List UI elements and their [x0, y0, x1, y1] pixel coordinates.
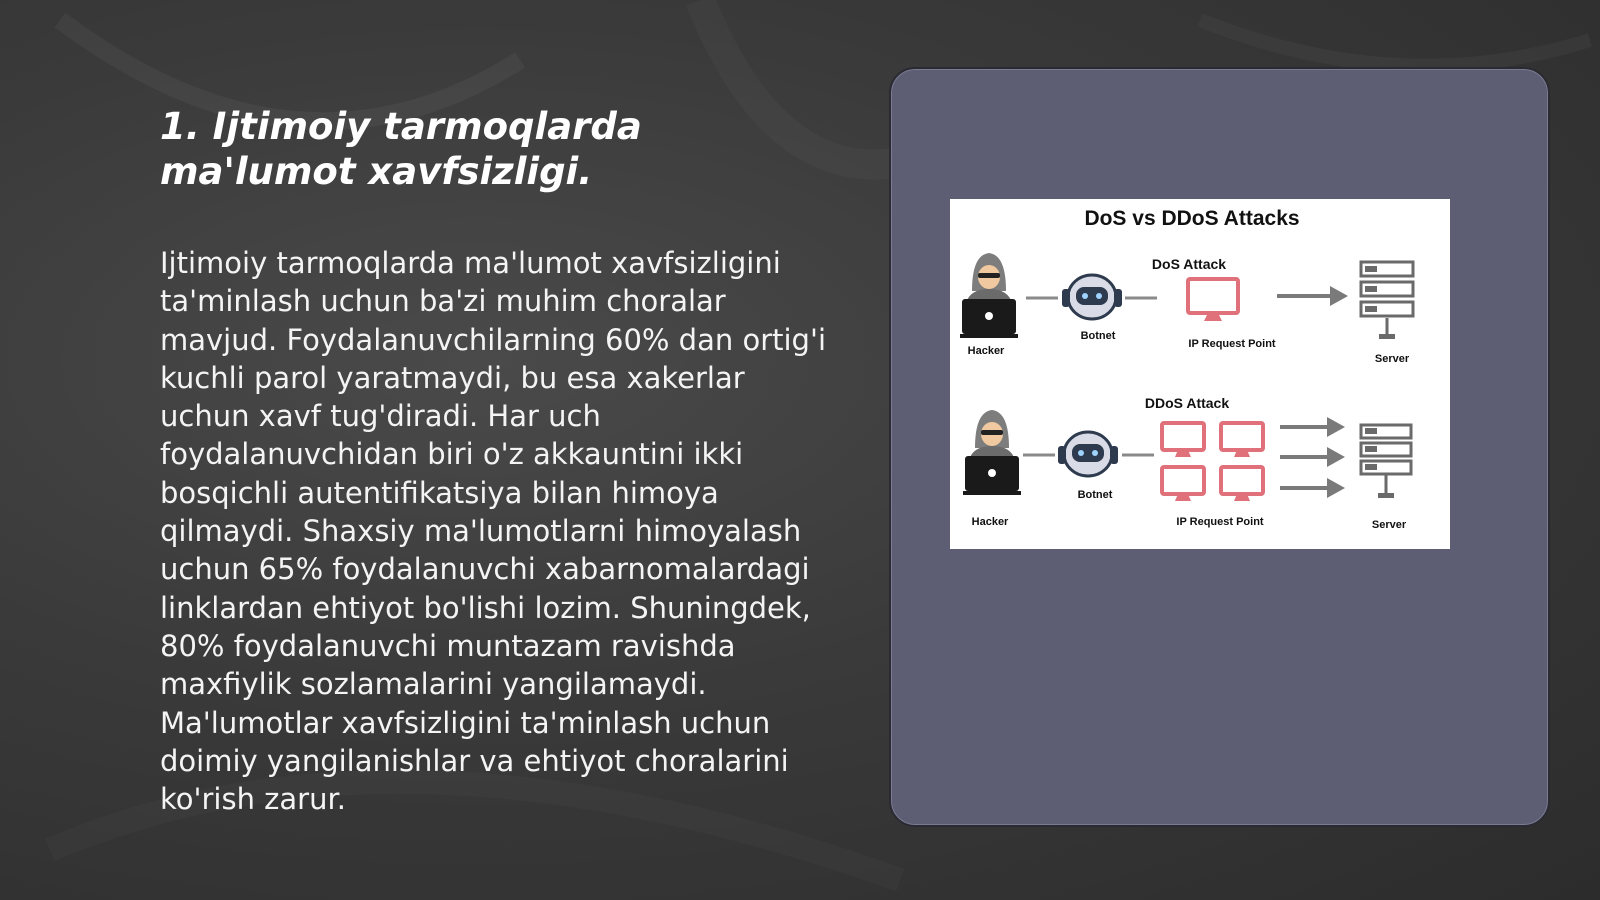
monitor-icon: [1188, 279, 1238, 321]
ddos-botnet-label: Botnet: [1077, 489, 1113, 501]
dos-request-label: IP Request Point: [1188, 338, 1276, 350]
hacker-icon: [960, 253, 1018, 338]
arrow-icon: [1280, 417, 1345, 437]
botnet-icon: [1062, 275, 1122, 319]
ddos-hacker-label: Hacker: [971, 516, 1009, 528]
botnet-icon: [1058, 432, 1118, 476]
dos-hacker-label: Hacker: [967, 345, 1005, 357]
slide-title: 1. Ijtimoiy tarmoqlarda ma'lumot xavfsizligi.: [160, 105, 642, 193]
dos-ddos-diagram: [950, 199, 1450, 549]
ddos-server-label: Server: [1371, 519, 1407, 531]
arrow-icon: [1280, 447, 1345, 467]
hacker-icon: [963, 410, 1021, 495]
ddos-request-label: IP Request Point: [1176, 516, 1264, 528]
dos-botnet-label: Botnet: [1080, 330, 1116, 342]
monitor-icon: [1162, 467, 1204, 501]
slide-paragraph: Ijtimoiy tarmoqlarda ma'lumot xavfsizligini ta'minlash uchun ba'zi muhim choralar mavjud. Foydalanuvchilarning 60% dan ortig'i kuchli parol yaratmaydi, bu esa xakerlar uchun xavf tug'diradi. Har uch foydalanuvchidan biri o'z akkauntini ikki bosqichli autentifikatsiya bilan himoya qilmaydi. Shaxsiy ma'lumotlarni himoyalash uchun 65% foydalanuvchi xabarnomalardagi linklardan ehtiyot bo'lishi lozim. Shuningdek, 80% foydalanuvchi muntazam ravishda maxfiylik sozlamalarini yangilamaydi. Ma'lumotlar xavfsizligini ta'minlash uchun doimiy yangilanishlar va ehtiyot choralarini ko'rish zarur.: [160, 246, 826, 817]
server-icon: [1361, 262, 1413, 339]
monitor-icon: [1221, 467, 1263, 501]
dos-heading: DoS Attack: [1151, 256, 1227, 272]
diagram-title: DoS vs DDoS Attacks: [1084, 207, 1300, 230]
monitor-icon: [1221, 423, 1263, 457]
dos-server-label: Server: [1374, 353, 1410, 365]
monitor-icon: [1162, 423, 1204, 457]
arrow-icon: [1280, 478, 1345, 498]
server-icon: [1361, 425, 1411, 498]
diagram-svg: [950, 199, 1450, 549]
arrow-icon: [1277, 286, 1348, 306]
ddos-heading: DDoS Attack: [1144, 395, 1230, 411]
